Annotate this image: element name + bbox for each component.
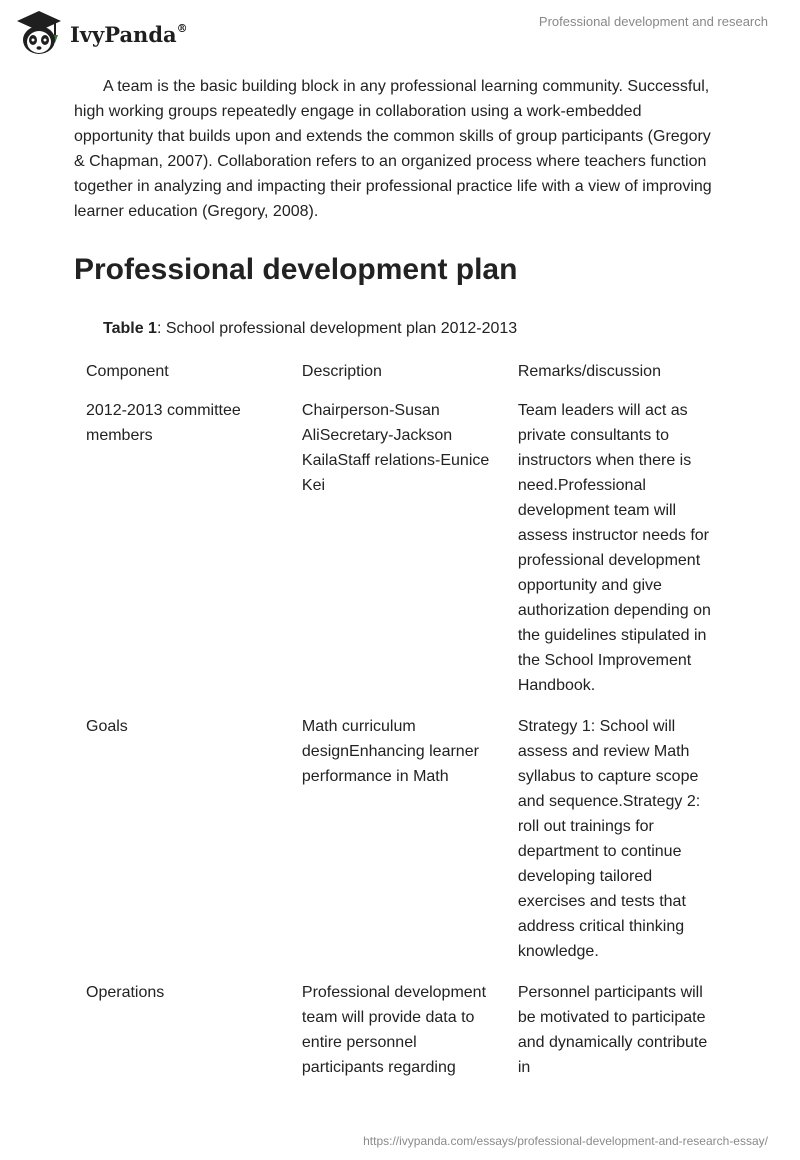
header-component: Component [86,363,169,380]
table-caption [103,318,724,340]
table-header-row [74,359,724,398]
table-cell: Team leaders will act as private consultants to instructors when there is need.Professional development team will assess instructor needs for professional development opportunity and give authorization depending on the guidelines stipulated in the School Improvement Handbook. [517,402,711,694]
header-description: Description [301,363,382,380]
table-cell: Operations [86,984,165,1001]
table-cell: Math curriculum designEnhancing learner performance in Math [301,718,479,785]
table-caption-label: Table 1 [103,320,157,337]
article-body [74,74,724,1096]
ivypanda-logo[interactable] [14,8,188,58]
header-remarks: Remarks/discussion [517,363,661,380]
table-cell: Personnel participants will be motivated to participate and dynamically contribute in [517,984,708,1076]
document-title: Professional development and research [538,14,768,29]
table-row [74,980,724,1096]
table-cell: Professional development team will provide data to entire personnel participants regarding [301,984,487,1076]
table-caption-text: : School professional development plan 2012-2013 [156,320,518,337]
table-cell: Strategy 1: School will assess and review Math syllabus to capture scope and sequence.Strategy 2: roll out trainings for department to continue developing tailored exercises and tests that address critical thinking knowledge. [517,718,701,960]
brand-name: IvyPanda® [70,21,188,47]
page-header [0,0,800,64]
table-cell: 2012-2013 committee members [86,402,241,444]
panda-graduation-icon [14,8,64,58]
table-cell: Goals [86,718,128,735]
source-url-link[interactable]: https://ivypanda.com/essays/professional-development-and-research-essay/ [363,1134,768,1148]
table-row [74,398,724,714]
table-cell: Chairperson-Susan AliSecretary-Jackson KailaStaff relations-Eunice Kei [301,402,490,494]
intro-paragraph: A team is the basic building block in any professional learning community. Successful, high working groups repeatedly engage in collaboration using a work-embedded opportunity that builds upon and extends the common skills of group participants (Gregory & Chapman, 2007). Collaboration refers to an organized process where teachers function together in analyzing and impacting their professional practice life with a view of improving learner education (Gregory, 2008). [74,78,712,220]
development-plan-table [74,359,724,1096]
section-heading: Professional development plan [74,253,518,286]
table-row [74,714,724,980]
